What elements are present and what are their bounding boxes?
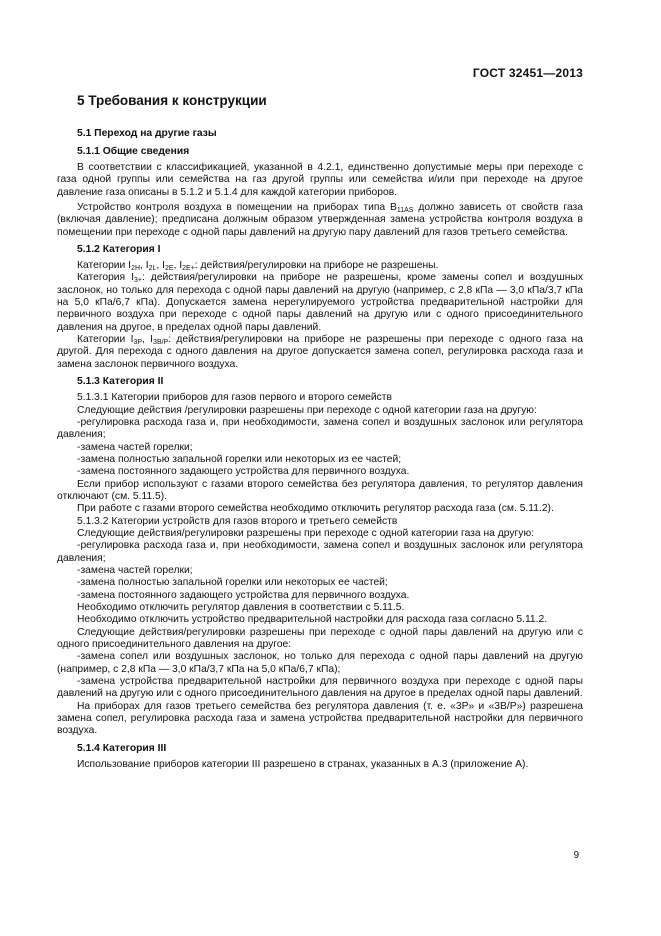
list-item: -замена частей горелки; bbox=[77, 564, 193, 576]
paragraph-5-1-4: Использование приборов категории III разрешено в странах, указанных в А.3 (приложение А). bbox=[77, 758, 529, 770]
subsection-5-1-2-title: 5.1.2 Категория I bbox=[77, 244, 161, 256]
paragraph-5-1-3-1-a: Если прибор используют с газами второго семейства без регулятора давления, то регулятор давления отключают (см. 5.11.5). bbox=[57, 478, 583, 502]
paragraph-5-1-3-2-c: Следующие действия/регулировки разрешены при переходе с одной пары давлений на другую или с одного присоединительного давления на другое: bbox=[57, 626, 583, 651]
subsection-5-1-3-title: 5.1.3 Категория II bbox=[77, 376, 164, 388]
paragraph-5-1-2-c: Категории $I_{3P}$, $I_{3B/P}$: действия/регулировки на приборе не разрешены при переходе с одного газа на другой. Для перехода с одного давления на другое допускается замена сопел, регулировка расхода газа и замена заслонок первичного воздуха. bbox=[57, 334, 583, 370]
paragraph-5-1-3-1-b: При работе с газами второго семейства необходимо отключить регулятор расхода газа (см. 5.11.2). bbox=[77, 503, 554, 515]
section-title: 5 Требования к конструкции bbox=[77, 93, 267, 108]
subsection-5-1-3-1-title: 5.1.3.1 Категории приборов для газов первого и второго семейств bbox=[77, 392, 392, 404]
list-item: -замена частей горелки; bbox=[77, 441, 193, 453]
list-item: -замена устройства предварительной настройки для первичного воздуха при переходе с одной пары давлений на другую или с одного присоединительного давления на другое в пределах одной пары давлений. bbox=[57, 676, 583, 700]
page-number: 9 bbox=[573, 850, 579, 861]
paragraph-5-1-2-a: Категории $I_{2H}$, $I_{2L}$, $I_{2E}$, $I_{2E+}$: действия/регулировки на приборе не разрешены. bbox=[77, 260, 439, 273]
paragraph-5-1-1-b: Устройство контроля воздуха в помещении на приборах типа $B_{11AS}$ должно зависеть от свойств газа (включая давление); предписана должным образом утвержденная замена устройства контроля воздуха в помещении при переходе с одной пары давлений на другую пару давлений для газов третьего семейства. bbox=[57, 202, 584, 238]
paragraph-5-1-2-b: Категория $I_{3+}$: действия/регулировки на приборе не разрешены, кроме замены сопел и воздушных заслонок, но только для перехода с одной пары давлений на другую (например, с 2,8 кПа — 3,0 кПа/3,7 кПа на 5,0 кПа/6,7 кПа). Допускается замена нерегулируемого устройства предварительной настройки для первичного воздуха при переходе с одной пары давлений на другую или с одного присоединительного давления на другое, в пределах одной пары давлений. bbox=[57, 272, 584, 333]
paragraph-5-1-3-2-intro: Следующие действия/регулировки разрешены при переходе с одной категории газа на другую: bbox=[77, 527, 535, 539]
list-item: -регулировка расхода газа и, при необходимости, замена сопел и воздушных заслонок или регулятора давления; bbox=[57, 416, 583, 441]
paragraph-5-1-3-2-d: На приборах для газов третьего семейства без регулятора давления (т. е. «3P» и «3B/P») разрешена замена сопел, регулировка расхода газа и замена устройства предварительной настройки для первичного воздуха. bbox=[57, 700, 583, 737]
list-item: -замена сопел или воздушных заслонок, но только для перехода с одной пары давлений на другую (например, с 2,8 кПа — 3,0 кПа/3,7 кПа на 5,0 кПа/6,7 кПа); bbox=[57, 651, 583, 675]
subsection-5-1-4-title: 5.1.4 Категория III bbox=[77, 742, 167, 754]
paragraph-5-1-3-2-a: Необходимо отключить регулятор давления в соответствии с 5.11.5. bbox=[77, 602, 405, 613]
subsection-5-1-3-2-title: 5.1.3.2 Категории устройств для газов второго и третьего семейств bbox=[77, 515, 398, 527]
list-item: -замена постоянного задающего устройства для первичного воздуха. bbox=[77, 589, 410, 601]
list-item: -регулировка расхода газа и, при необходимости, замена сопел и воздушных заслонок или регулятора давления; bbox=[57, 540, 583, 564]
page-content bbox=[57, 92, 583, 771]
subsection-5-1-title: 5.1 Переход на другие газы bbox=[77, 128, 217, 139]
standard-header: ГОСТ 32451—2013 bbox=[472, 66, 583, 80]
list-item: -замена полностью запальной горелки или некоторых из ее частей; bbox=[77, 453, 402, 465]
list-item: -замена постоянного задающего устройства для первичного воздуха. bbox=[77, 466, 410, 478]
paragraph-5-1-1-a: В соответствии с классификацией, указанной в 4.2.1, единственно допустимые меры при переходе с газа одной группы или семейства на газ другой группы или семейства и/или при переходе на другое давление газа описаны в 5.1.2 и 5.1.4 для каждой категории приборов. bbox=[57, 162, 583, 198]
list-item: -замена полностью запальной горелки или некоторых ее частей; bbox=[77, 577, 388, 589]
paragraph-5-1-3-1-intro: Следующие действия /регулировки разрешены при переходе с одной категории газа на другую: bbox=[77, 404, 537, 416]
subsection-5-1-1-title: 5.1.1 Общие сведения bbox=[77, 146, 190, 157]
paragraph-5-1-3-2-b: Необходимо отключить устройство предварительной настройки для расхода газа согласно 5.11.2. bbox=[77, 614, 548, 626]
